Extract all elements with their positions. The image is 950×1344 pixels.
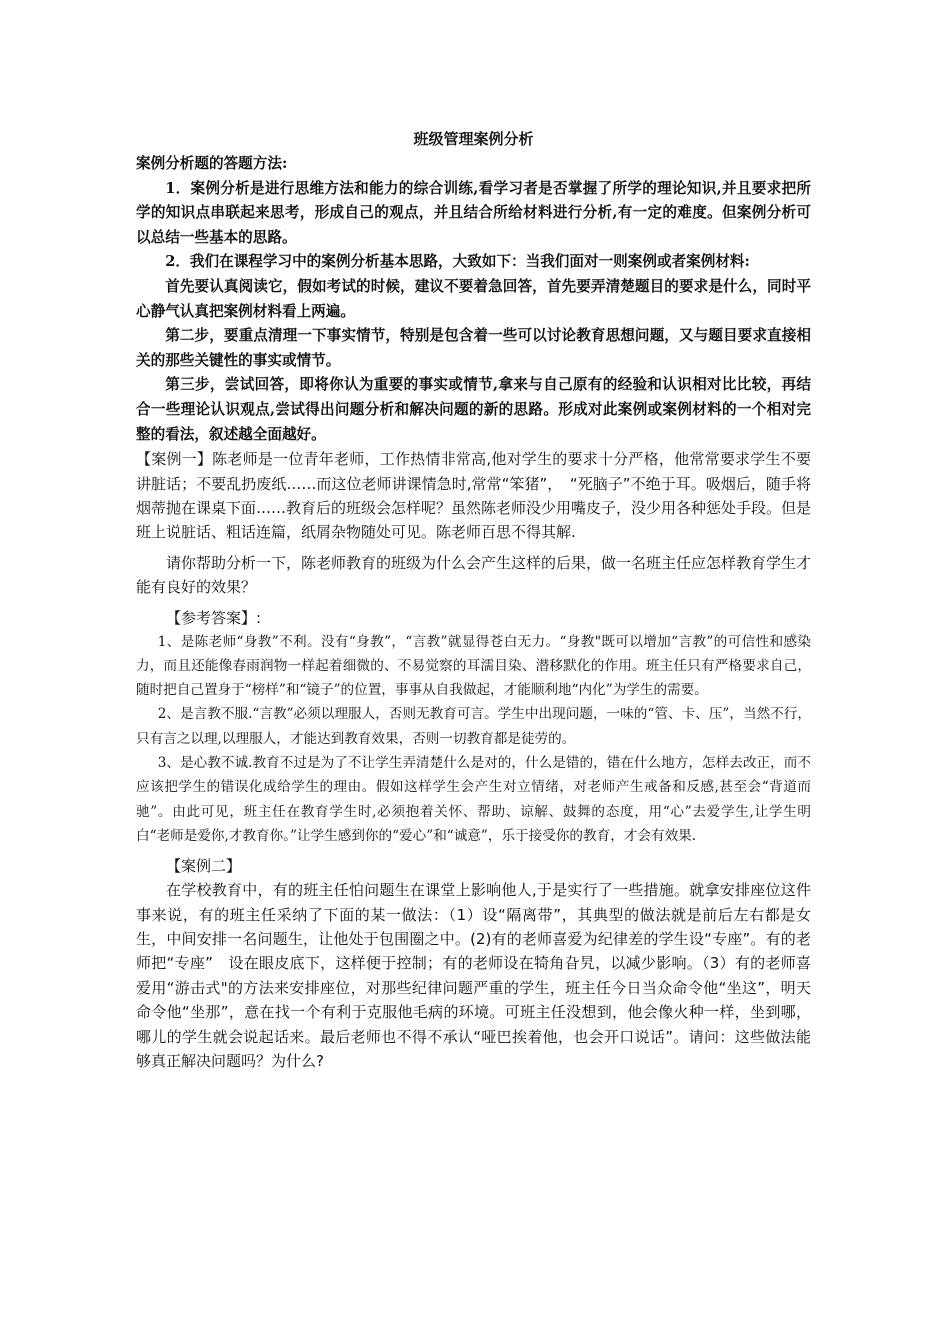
case2-body: 在学校教育中，有的班主任怕问题生在课堂上影响他人,于是实行了一些措施。就拿安排座位这件事来说，有的班主任采纳了下面的某一做法：（1）设“隔离带”，其典型的做法就是前后左右都是女生，中间安排一名问题生，让他处于包围圈之中。(2)有的老师喜爱为纪律差的学生设“专座”。有的老师把“专座” 设在眼皮底下，这样便于控制；有的老师设在犄角旮旯，以减少影响。（3）有的老师喜爱用“游击式"的方法来安排座位，对那些纪律问题严重的学生，班主任今日当众命令他“坐这”，明天命令他“坐那”，意在找一个有利于克服他毛病的环境。可班主任没想到，他会像火种一样，坐到哪，哪儿的学生就会说起话来。最后老师也不得不承认“哑巴挨着他，也会开口说话”。请问：这些做法能够真正解决问题吗？为什么? bbox=[136, 881, 811, 1071]
method-heading: 案例分析题的答题方法: bbox=[136, 155, 288, 172]
method-paragraph-5: 第三步，尝试回答，即将你认为重要的事实或情节,拿来与自己原有的经验和认识相对比比较，再结合一些理论认识观点,尝试得出问题分析和解决问题的新的思路。形成对此案例或案例材料的一个相对完整的看法，叙述越全面越好。 bbox=[136, 376, 811, 443]
method-paragraph-3: 首先要认真阅读它，假如考试的时候，建议不要着急回答，首先要弄清楚题目的要求是什么，同时平心静气认真把案例材料看上两遍。 bbox=[136, 277, 811, 320]
document-page bbox=[136, 128, 811, 1073]
document-title: 班级管理案例分析 bbox=[413, 130, 534, 148]
method-paragraph-1: 1．案例分析是进行思维方法和能力的综合训练,看学习者是否掌握了所学的理论知识,并且要求把所学的知识点串联起来思考，形成自己的观点，并且结合所给材料进行分析,有一定的难度。但案例分析可以总结一些基本的思路。 bbox=[136, 179, 811, 246]
case1-answer-heading: 【参考答案】: bbox=[166, 608, 262, 627]
case1-answer-2: 2、是言教不服.“言教”必须以理服人，否则无教育可言。学生中出现问题，一味的“管、卡、压”，当然不行，只有言之以理,以理服人，才能达到教育效果，否则一切教育都是徒劳的。 bbox=[136, 706, 811, 747]
case1-answer-1: 1、是陈老师“身教”不利。没有“身教”，“言教”就显得苍白无力。“身教"既可以增加“言教”的可信性和感染力，而且还能像春雨润物一样起着细微的、不易觉察的耳濡目染、潜移默化的作用。班主任只有严格要求自己，随时把自己置身于“榜样”和“镜子”的位置，事事从自我做起，才能顺利地“内化”为学生的需要。 bbox=[136, 633, 811, 699]
case1-question: 请你帮助分析一下，陈老师教育的班级为什么会产生这样的后果，做一名班主任应怎样教育学生才能有良好的效果？ bbox=[136, 553, 812, 597]
case1-answer-3: 3、是心教不诚.教育不过是为了不让学生弄清楚什么是对的，什么是错的，错在什么地方，怎样去改正，而不应该把学生的错误化成给学生的理由。假如这样学生会产生对立情绪，对老师产生戒备和反感,甚至会“背道而驰”。由此可见，班主任在教育学生时,必须抱着关怀、帮助、谅解、鼓舞的态度，用“心”去爱学生,让学生明白“老师是爱你,才教育你。”让学生感到你的“爱心”和“诚意”，乐于接受你的教育，才会有效果. bbox=[136, 755, 811, 844]
case2-heading: 【案例二】 bbox=[166, 857, 242, 876]
method-paragraph-4: 第二步，要重点清理一下事实情节，特别是包含着一些可以讨论教育思想问题，又与题目要求直接相关的那些关键性的事实或情节。 bbox=[136, 327, 811, 369]
case1-body: 【案例一】陈老师是一位青年老师，工作热情非常高,他对学生的要求十分严格，他常常要求学生不要讲脏话；不要乱扔废纸……而这位老师讲课情急时,常常“笨猪”， “死脑子”不绝于耳。吸烟后，随手将烟蒂抛在课桌下面……教育后的班级会怎样呢？虽然陈老师没少用嘴皮子，没少用各种惩处手段。但是班上说脏话、粗话连篇，纸屑杂物随处可见。陈老师百思不得其解. bbox=[136, 450, 812, 542]
method-paragraph-2: 2．我们在课程学习中的案例分析基本思路，大致如下：当我们面对一则案例或者案例材料: bbox=[165, 253, 750, 271]
